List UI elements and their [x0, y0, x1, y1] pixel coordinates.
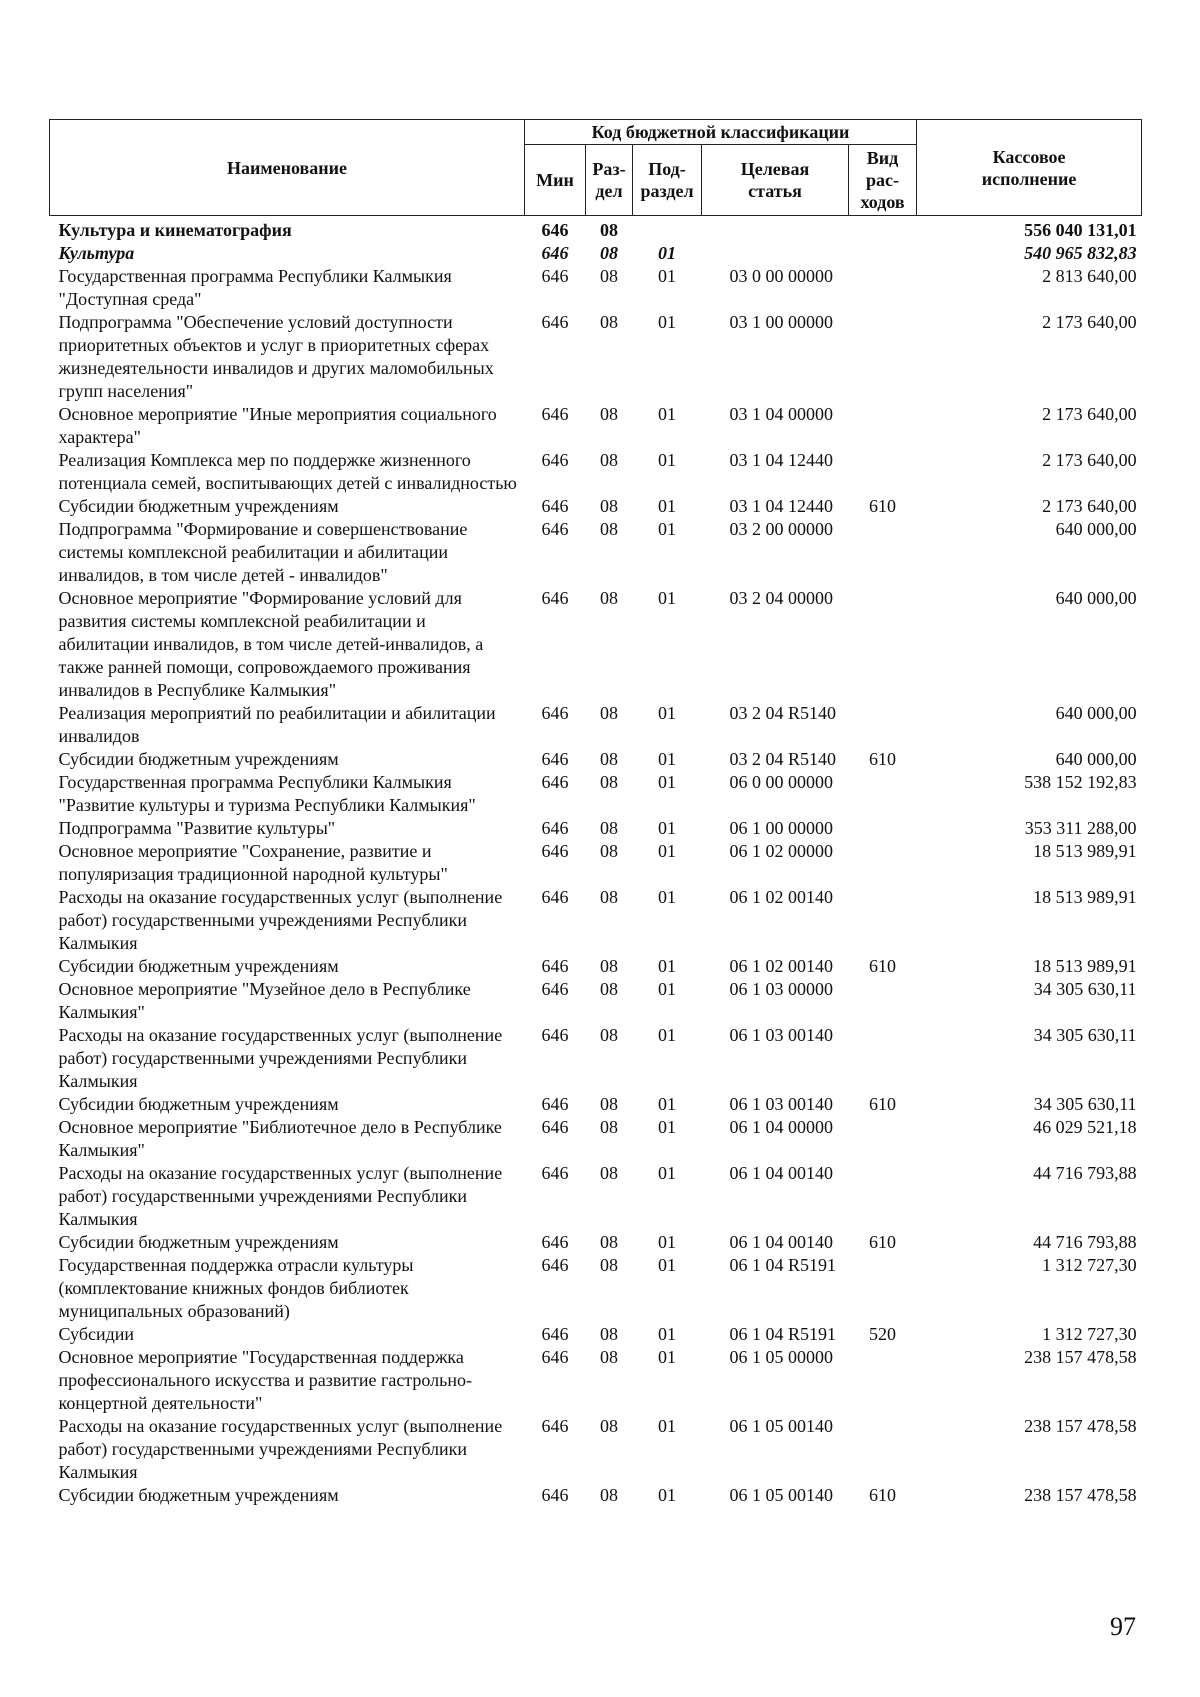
- cell-razdel: 08: [600, 1094, 618, 1114]
- cell-razdel: 08: [600, 1232, 618, 1252]
- table-row: [50, 840, 1142, 886]
- cell-vid: [849, 771, 917, 817]
- table-row: [50, 1116, 1142, 1162]
- table-row: [50, 265, 1142, 311]
- cell-vid: [849, 886, 917, 955]
- cell-amount: 34 305 630,11: [1033, 979, 1137, 999]
- cell-statya: 06 1 04 00000: [729, 1117, 833, 1137]
- table-row: [50, 518, 1142, 587]
- cell-statya: 03 2 04 00000: [729, 588, 833, 608]
- cell-podrazdel: 01: [658, 243, 676, 263]
- cell-min: 646: [541, 312, 569, 332]
- cell-podrazdel: 01: [658, 1347, 676, 1367]
- cell-vid: [849, 1024, 917, 1093]
- cell-min: 646: [541, 1416, 569, 1436]
- cell-amount: 2 813 640,00: [1042, 266, 1137, 286]
- cell-amount: 1 312 727,30: [1042, 1255, 1137, 1275]
- cell-vid: [849, 978, 917, 1024]
- cell-vid: [849, 1346, 917, 1415]
- cell-vid: [849, 449, 917, 495]
- table-row: [50, 1346, 1142, 1415]
- cell-statya: 06 1 04 R5191: [729, 1324, 837, 1344]
- cell-statya: 06 1 03 00140: [729, 1094, 833, 1114]
- cell-statya: 06 1 03 00000: [729, 979, 833, 999]
- table-row: [50, 955, 1142, 978]
- cell-podrazdel: 01: [658, 841, 676, 861]
- cell-statya: 06 1 02 00000: [729, 841, 833, 861]
- cell-vid: [849, 1116, 917, 1162]
- cell-statya: 06 1 02 00140: [729, 887, 833, 907]
- table-row: [50, 886, 1142, 955]
- cell-name: Подпрограмма "Развитие культуры": [58, 818, 336, 838]
- page-number: 97: [1110, 1612, 1136, 1641]
- cell-podrazdel: 01: [658, 979, 676, 999]
- cell-min: 646: [541, 496, 569, 516]
- cell-podrazdel: 01: [658, 1163, 676, 1183]
- cell-razdel: 08: [600, 887, 618, 907]
- cell-statya: 06 1 04 00140: [729, 1163, 833, 1183]
- cell-statya: 03 2 04 R5140: [729, 749, 837, 769]
- header-razdel: [586, 145, 633, 216]
- table-row: [50, 748, 1142, 771]
- table-row: [50, 1254, 1142, 1323]
- cell-name: Государственная программа Республики Калмыкия "Развитие культуры и туризма Республики Калмыкия": [58, 772, 476, 815]
- cell-amount: 640 000,00: [1055, 519, 1137, 539]
- cell-statya: 06 1 05 00140: [729, 1416, 833, 1436]
- cell-podrazdel: 01: [658, 1117, 676, 1137]
- header-podrazdel: [633, 145, 702, 216]
- cell-name: Подпрограмма "Обеспечение условий доступности приоритетных объектов и услуг в приоритетных сферах жизнедеятельности инвалидов и других маломобильных групп населения": [58, 312, 494, 401]
- cell-min: 646: [541, 1347, 569, 1367]
- cell-name: Основное мероприятие "Музейное дело в Республике Калмыкия": [58, 979, 471, 1022]
- cell-statya: [702, 216, 849, 243]
- cell-name: Культура и кинематография: [58, 220, 292, 240]
- cell-name: Расходы на оказание государственных услуг (выполнение работ) государственными учреждениями Республики Калмыкия: [58, 1163, 503, 1229]
- cell-name: Реализация мероприятий по реабилитации и абилитации инвалидов: [58, 703, 496, 746]
- cell-podrazdel: 01: [658, 703, 676, 723]
- cell-podrazdel: 01: [658, 956, 676, 976]
- cell-vid: [849, 265, 917, 311]
- cell-name: Субсидии бюджетным учреждениям: [58, 1485, 339, 1505]
- header-amount-label: Кассовое исполнение: [981, 146, 1077, 189]
- cell-name: Реализация Комплекса мер по поддержке жизненного потенциала семей, воспитывающих детей с инвалидностью: [58, 450, 517, 493]
- cell-statya: 06 1 02 00140: [729, 956, 833, 976]
- table-row: [50, 817, 1142, 840]
- cell-amount: 44 716 793,88: [1033, 1232, 1137, 1252]
- cell-min: 646: [541, 1094, 569, 1114]
- cell-podrazdel: 01: [658, 519, 676, 539]
- cell-statya: 03 2 00 00000: [729, 519, 833, 539]
- cell-razdel: 08: [600, 312, 618, 332]
- table-row: [50, 978, 1142, 1024]
- cell-vid: [849, 1254, 917, 1323]
- cell-min: 646: [541, 220, 569, 240]
- table-row: [50, 771, 1142, 817]
- cell-podrazdel: 01: [658, 588, 676, 608]
- table-row: [50, 242, 1142, 265]
- cell-name: Основное мероприятие "Формирование условий для развития системы комплексной реабилитации и абилитации инвалидов, в том числе детей-инвалидов, а также ранней помощи, сопровождаемого проживания инвалидов в Республике Калмыкия": [58, 588, 484, 700]
- cell-min: 646: [541, 1232, 569, 1252]
- cell-statya: 06 1 05 00140: [729, 1485, 833, 1505]
- cell-razdel: 08: [600, 1347, 618, 1367]
- cell-min: 646: [541, 1255, 569, 1275]
- cell-razdel: 08: [600, 772, 618, 792]
- cell-vid: [849, 216, 917, 243]
- cell-podrazdel: 01: [658, 1232, 676, 1252]
- cell-name: Субсидии бюджетным учреждениям: [58, 956, 339, 976]
- table-header: [50, 120, 1142, 216]
- cell-podrazdel: 01: [658, 1324, 676, 1344]
- cell-razdel: 08: [600, 404, 618, 424]
- cell-vid: 610: [869, 1094, 897, 1114]
- cell-vid: [849, 587, 917, 702]
- header-kbk-group: Код бюджетной классификации: [525, 120, 917, 145]
- cell-podrazdel: 01: [658, 404, 676, 424]
- cell-razdel: 08: [600, 749, 618, 769]
- cell-vid: [849, 403, 917, 449]
- cell-min: 646: [541, 266, 569, 286]
- cell-amount: 640 000,00: [1055, 588, 1137, 608]
- cell-razdel: 08: [600, 1117, 618, 1137]
- table-row: [50, 1323, 1142, 1346]
- cell-min: 646: [541, 841, 569, 861]
- cell-name: Расходы на оказание государственных услуг (выполнение работ) государственными учреждениями Республики Калмыкия: [58, 1025, 503, 1091]
- cell-podrazdel: 01: [658, 1094, 676, 1114]
- cell-amount: 640 000,00: [1055, 749, 1137, 769]
- cell-amount: 34 305 630,11: [1033, 1025, 1137, 1045]
- table-row: [50, 216, 1142, 243]
- table-body: [50, 216, 1142, 1508]
- cell-min: 646: [541, 1324, 569, 1344]
- cell-podrazdel: 01: [658, 1416, 676, 1436]
- cell-amount: 1 312 727,30: [1042, 1324, 1137, 1344]
- cell-min: 646: [541, 1163, 569, 1183]
- cell-razdel: 08: [600, 979, 618, 999]
- cell-name: Основное мероприятие "Сохранение, развитие и популяризация традиционной народной культуры": [58, 841, 448, 884]
- cell-vid: [849, 1162, 917, 1231]
- cell-name: Государственная программа Республики Калмыкия "Доступная среда": [58, 266, 452, 309]
- cell-amount: 640 000,00: [1055, 703, 1137, 723]
- cell-name: Государственная поддержка отрасли культуры (комплектование книжных фондов библиотек муниципальных образований): [58, 1255, 414, 1321]
- cell-razdel: 08: [600, 1025, 618, 1045]
- cell-razdel: 08: [600, 1255, 618, 1275]
- header-razdel-label: Раз- дел: [592, 159, 626, 201]
- cell-min: 646: [541, 588, 569, 608]
- cell-statya: 06 1 03 00140: [729, 1025, 833, 1045]
- cell-vid: 520: [869, 1324, 897, 1344]
- cell-name: Расходы на оказание государственных услуг (выполнение работ) государственными учреждениями Республики Калмыкия: [58, 887, 503, 953]
- cell-vid: [849, 311, 917, 403]
- cell-min: 646: [541, 243, 569, 263]
- cell-amount: 34 305 630,11: [1033, 1094, 1137, 1114]
- cell-razdel: 08: [600, 818, 618, 838]
- cell-amount: 2 173 640,00: [1042, 312, 1137, 332]
- table-row: [50, 1093, 1142, 1116]
- cell-statya: 03 1 04 12440: [729, 496, 833, 516]
- cell-min: 646: [541, 887, 569, 907]
- header-vid-label: Вид рас- ходов: [860, 148, 905, 212]
- cell-min: 646: [541, 1025, 569, 1045]
- cell-min: 646: [541, 818, 569, 838]
- cell-name: Подпрограмма "Формирование и совершенствование системы комплексной реабилитации и абилитации инвалидов, в том числе детей - инвалидов": [58, 519, 468, 585]
- cell-statya: 03 1 00 00000: [729, 312, 833, 332]
- header-statya-label: Целевая статья: [740, 159, 810, 201]
- cell-name: Субсидии: [58, 1324, 135, 1344]
- cell-min: 646: [541, 772, 569, 792]
- cell-podrazdel: [633, 216, 702, 243]
- cell-vid: 610: [869, 1232, 897, 1252]
- cell-amount: 238 157 478,58: [1024, 1347, 1137, 1367]
- cell-name: Субсидии бюджетным учреждениям: [58, 496, 339, 516]
- cell-min: 646: [541, 1485, 569, 1505]
- cell-podrazdel: 01: [658, 772, 676, 792]
- cell-podrazdel: 01: [658, 818, 676, 838]
- cell-razdel: 08: [600, 496, 618, 516]
- cell-razdel: 08: [600, 1416, 618, 1436]
- cell-name: Основное мероприятие "Государственная поддержка профессионального искусства и развитие гастрольно-концертной деятельности": [58, 1347, 472, 1413]
- cell-amount: 18 513 989,91: [1033, 841, 1137, 861]
- cell-statya: 03 0 00 00000: [729, 266, 833, 286]
- cell-min: 646: [541, 956, 569, 976]
- header-amount: [917, 120, 1142, 216]
- cell-razdel: 08: [600, 519, 618, 539]
- header-name: Наименование: [50, 120, 525, 216]
- cell-min: 646: [541, 703, 569, 723]
- cell-statya: 06 1 05 00000: [729, 1347, 833, 1367]
- cell-amount: 238 157 478,58: [1024, 1485, 1137, 1505]
- cell-podrazdel: 01: [658, 450, 676, 470]
- cell-min: 646: [541, 519, 569, 539]
- cell-podrazdel: 01: [658, 312, 676, 332]
- cell-razdel: 08: [600, 1163, 618, 1183]
- table-row: [50, 702, 1142, 748]
- cell-vid: [849, 242, 917, 265]
- cell-vid: 610: [869, 1485, 897, 1505]
- cell-amount: 353 311 288,00: [1024, 818, 1137, 838]
- cell-amount: 2 173 640,00: [1042, 496, 1137, 516]
- cell-statya: 06 1 04 R5191: [729, 1255, 837, 1275]
- table-row: [50, 1162, 1142, 1231]
- cell-statya: [702, 242, 849, 265]
- cell-vid: [849, 817, 917, 840]
- table-row: [50, 1231, 1142, 1254]
- cell-podrazdel: 01: [658, 1485, 676, 1505]
- cell-razdel: 08: [600, 588, 618, 608]
- table-row: [50, 1415, 1142, 1484]
- cell-name: Субсидии бюджетным учреждениям: [58, 1094, 339, 1114]
- cell-name: Субсидии бюджетным учреждениям: [58, 1232, 339, 1252]
- header-podrazdel-label: Под- раздел: [640, 159, 694, 201]
- cell-min: 646: [541, 979, 569, 999]
- cell-amount: 18 513 989,91: [1033, 887, 1137, 907]
- budget-execution-table: [49, 119, 1142, 1507]
- cell-min: 646: [541, 1117, 569, 1137]
- header-min: Мин: [525, 145, 586, 216]
- cell-vid: 610: [869, 749, 897, 769]
- cell-razdel: 08: [600, 703, 618, 723]
- cell-vid: 610: [869, 956, 897, 976]
- cell-podrazdel: 01: [658, 1255, 676, 1275]
- cell-name: Расходы на оказание государственных услуг (выполнение работ) государственными учреждениями Республики Калмыкия: [58, 1416, 503, 1482]
- cell-razdel: 08: [600, 1324, 618, 1344]
- cell-min: 646: [541, 749, 569, 769]
- cell-amount: 2 173 640,00: [1042, 450, 1137, 470]
- table-row: [50, 403, 1142, 449]
- cell-podrazdel: 01: [658, 749, 676, 769]
- cell-amount: 46 029 521,18: [1033, 1117, 1137, 1137]
- table-row: [50, 449, 1142, 495]
- cell-min: 646: [541, 404, 569, 424]
- cell-razdel: 08: [600, 841, 618, 861]
- header-vid: [849, 145, 917, 216]
- cell-razdel: 08: [600, 266, 618, 286]
- cell-statya: 03 1 04 00000: [729, 404, 833, 424]
- cell-razdel: 08: [600, 220, 618, 240]
- cell-amount: 2 173 640,00: [1042, 404, 1137, 424]
- table-row: [50, 311, 1142, 403]
- cell-name: Субсидии бюджетным учреждениям: [58, 749, 339, 769]
- cell-razdel: 08: [600, 1485, 618, 1505]
- table-row: [50, 495, 1142, 518]
- cell-amount: 18 513 989,91: [1033, 956, 1137, 976]
- table-row: [50, 587, 1142, 702]
- cell-vid: [849, 518, 917, 587]
- cell-vid: [849, 840, 917, 886]
- cell-statya: 03 2 04 R5140: [729, 703, 837, 723]
- cell-amount: 556 040 131,01: [1024, 220, 1137, 240]
- cell-razdel: 08: [600, 450, 618, 470]
- cell-statya: 06 0 00 00000: [729, 772, 833, 792]
- cell-min: 646: [541, 450, 569, 470]
- cell-statya: 06 1 00 00000: [729, 818, 833, 838]
- cell-name: Основное мероприятие "Иные мероприятия социального характера": [58, 404, 497, 447]
- cell-amount: 540 965 832,83: [1024, 243, 1137, 263]
- cell-vid: [849, 702, 917, 748]
- cell-statya: 06 1 04 00140: [729, 1232, 833, 1252]
- cell-razdel: 08: [600, 243, 618, 263]
- cell-razdel: 08: [600, 956, 618, 976]
- cell-vid: [849, 1415, 917, 1484]
- cell-amount: 538 152 192,83: [1024, 772, 1137, 792]
- cell-vid: 610: [869, 496, 897, 516]
- header-statya: [702, 145, 849, 216]
- cell-statya: 03 1 04 12440: [729, 450, 833, 470]
- table-row: [50, 1024, 1142, 1093]
- table-row: [50, 1484, 1142, 1507]
- cell-name: Культура: [58, 243, 135, 263]
- cell-podrazdel: 01: [658, 887, 676, 907]
- cell-podrazdel: 01: [658, 266, 676, 286]
- cell-amount: 44 716 793,88: [1033, 1163, 1137, 1183]
- cell-podrazdel: 01: [658, 496, 676, 516]
- cell-name: Основное мероприятие "Библиотечное дело в Республике Калмыкия": [58, 1117, 502, 1160]
- cell-podrazdel: 01: [658, 1025, 676, 1045]
- cell-amount: 238 157 478,58: [1024, 1416, 1137, 1436]
